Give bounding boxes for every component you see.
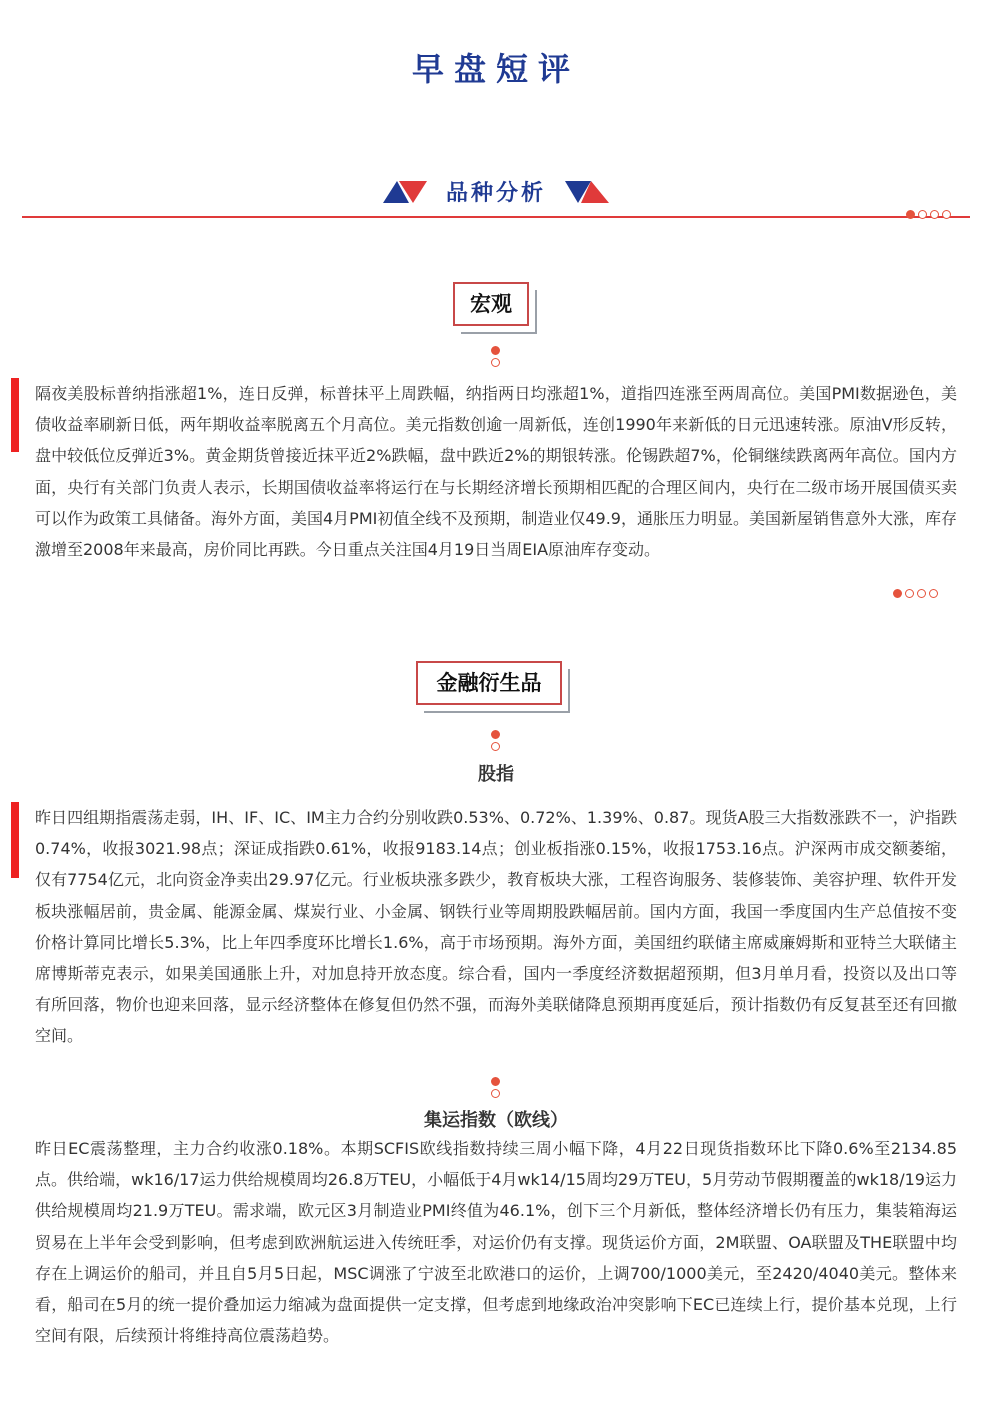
container-index-paragraph: 昨日EC震荡整理，主力合约收涨0.18%。本期SCFIS欧线指数持续三周小幅下降，4月22日现货指数环比下降0.6%至2134.85点。供给端，wk16/17运力供给规模周均26.8万TEU，小幅低于4月wk14/15周均29万TEU，5月劳动节假期覆盖的wk18/19运力供给规模周均21.9万TEU。需求端，欧元区3月制造业PMI终值为46.1%，创下三个月新低，整体经济增长仍有压力，集装箱海运贸易在上半年会受到影响，但考虑到欧洲航运进入传统旺季，对运价仍有支撑。现货运价方面，2M联盟、OA联盟及THE联盟中均存在上调运价的船司，并且自5月5日起，MSC调涨了宁波至北欧港口的运价，上调700/1000美元，至2420/4040美元。整体来看，船司在5月的统一提价叠加运力缩减为盘面提供一定支撑，但考虑到地缘政治冲突影响下EC已连续上行，提价基本兑现，上行空间有限，后续预计将维持高位震荡趋势。 <box>35 1139 957 1346</box>
macro-connector-icon <box>491 346 500 367</box>
section-band <box>0 176 992 212</box>
financial-title: 金融衍生品 <box>416 661 562 705</box>
container-connector-icon <box>491 1077 500 1098</box>
header-divider <box>22 216 970 218</box>
stock-index-title: 股指 <box>478 764 514 785</box>
triangle-left-icon <box>383 181 427 203</box>
macro-paragraph: 隔夜美股标普纳指涨超1%，连日反弹，标普抹平上周跌幅，纳指两日均涨超1%，道指四连涨至两周高位。美国PMI数据逊色，美债收益率刷新日低，两年期收益率脱离五个月高位。美元指数创逾一周新低，连创1990年来新低的日元迅速转涨。原油V形反转，盘中较低位反弹近3%。黄金期货曾接近抹平近2%跌幅，盘中跌近2%的期银转涨。伦锡跌超7%，伦铜继续跌离两年高位。国内方面，央行有关部门负责人表示，长期国债收益率将运行在与长期经济增长预期相匹配的合理区间内，央行在二级市场开展国债买卖可以作为政策工具储备。海外方面，美国4月PMI初值全线不及预期，制造业仅49.9，通胀压力明显。美国新屋销售意外大涨，库存激增至2008年来最高，房价同比再跌。今日重点关注国4月19日当周EIA原油库存变动。 <box>35 384 957 560</box>
macro-end-dots-icon <box>893 589 938 598</box>
macro-accent-bar <box>11 378 19 452</box>
stock-index-paragraph: 昨日四组期指震荡走弱，IH、IF、IC、IM主力合约分别收跌0.53%、0.72%、1.39%、0.87。现货A股三大指数涨跌不一，沪指跌0.74%，收报3021.98点；深证成指跌0.61%，收报9183.14点；创业板指涨0.15%，收报1753.16点。沪深两市成交额萎缩，仅有7754亿元，北向资金净卖出29.97亿元。行业板块涨多跌少，教育板块大涨，工程咨询服务、装修装饰、美容护理、软件开发板块涨幅居前，贵金属、能源金属、煤炭行业、小金属、钢铁行业等周期股跌幅居前。国内方面，我国一季度国内生产总值按不变价格计算同比增长5.3%，比上年四季度环比增长1.6%，高于市场预期。海外方面，美国纽约联储主席威廉姆斯和亚特兰大联储主席博斯蒂克表示，如果美国通胀上升，对加息持开放态度。综合看，国内一季度经济数据超预期，但3月单月看，投资以及出口等有所回落，物价也迎来回落，显示经济整体在修复但仍然不强，而海外美联储降息预期再度延后，预计指数仍有反复甚至还有回撤空间。 <box>35 808 957 1046</box>
band-title: 品种分析 <box>445 181 546 206</box>
triangle-right-icon <box>565 181 609 203</box>
financial-connector-icon <box>491 730 500 751</box>
page-title: 早盘短评 <box>411 50 580 88</box>
container-index-title: 集运指数（欧线） <box>424 1110 568 1131</box>
macro-title: 宏观 <box>453 282 529 326</box>
stock-index-accent-bar <box>11 802 19 878</box>
header-dots-icon <box>906 210 951 219</box>
